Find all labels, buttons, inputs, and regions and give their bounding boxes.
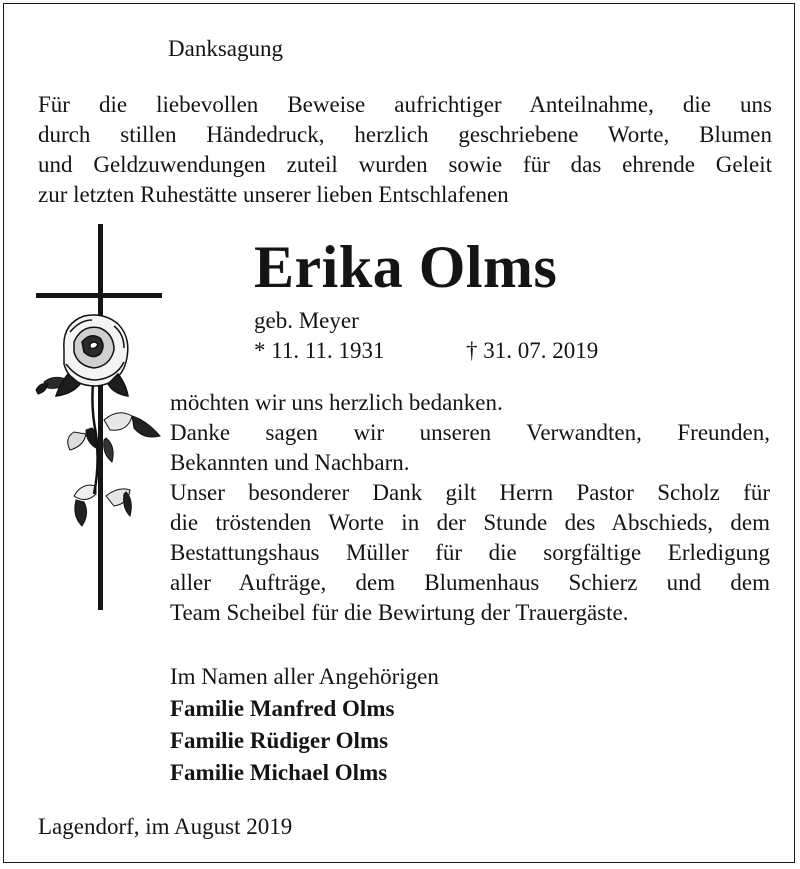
body-line: Team Scheibel für die Bewirtung der Trauergäste. <box>170 600 629 625</box>
family-name: Familie Rüdiger Olms <box>170 728 389 753</box>
birth-date: * 11. 11. 1931 <box>254 338 385 363</box>
obituary-notice <box>3 3 795 863</box>
body-line: Bekannten und Nachbarn. <box>170 450 410 475</box>
thanks-paragraph <box>170 388 770 628</box>
signature-intro: Im Namen aller Angehörigen <box>170 664 439 689</box>
family-name: Familie Manfred Olms <box>170 696 395 721</box>
notice-heading: Danksagung <box>168 36 283 61</box>
body-line: aller Aufträge, dem Blumenhaus Schierz und dem <box>170 570 770 595</box>
intro-line: durch stillen Händedruck, herzlich geschriebene Worte, Blumen <box>38 122 772 147</box>
death-date: † 31. 07. 2019 <box>466 338 599 363</box>
body-line: Danke sagen wir unseren Verwandten, Freunden, <box>170 420 770 445</box>
body-line: Unser besonderer Dank gilt Herrn Pastor Scholz für <box>170 480 770 505</box>
deceased-name: Erika Olms <box>254 234 558 300</box>
body-line: die tröstenden Worte in der Stunde des Abschieds, dem <box>170 510 770 535</box>
intro-line: zur letzten Ruhestätte unserer lieben Entschlafenen <box>38 182 509 207</box>
maiden-name: geb. Meyer <box>254 308 359 333</box>
intro-line: Für die liebevollen Beweise aufrichtiger Anteilnahme, die uns <box>38 92 772 117</box>
body-line: möchten wir uns herzlich bedanken. <box>170 390 503 415</box>
intro-paragraph <box>38 90 772 210</box>
intro-line: und Geldzuwendungen zuteil wurden sowie für das ehrende Geleit <box>38 152 772 177</box>
cross-with-rose-icon <box>34 224 169 614</box>
body-line: Bestattungshaus Müller für die sorgfältige Erledigung <box>170 540 770 565</box>
place-and-date: Lagendorf, im August 2019 <box>38 814 293 839</box>
family-name: Familie Michael Olms <box>170 760 388 785</box>
